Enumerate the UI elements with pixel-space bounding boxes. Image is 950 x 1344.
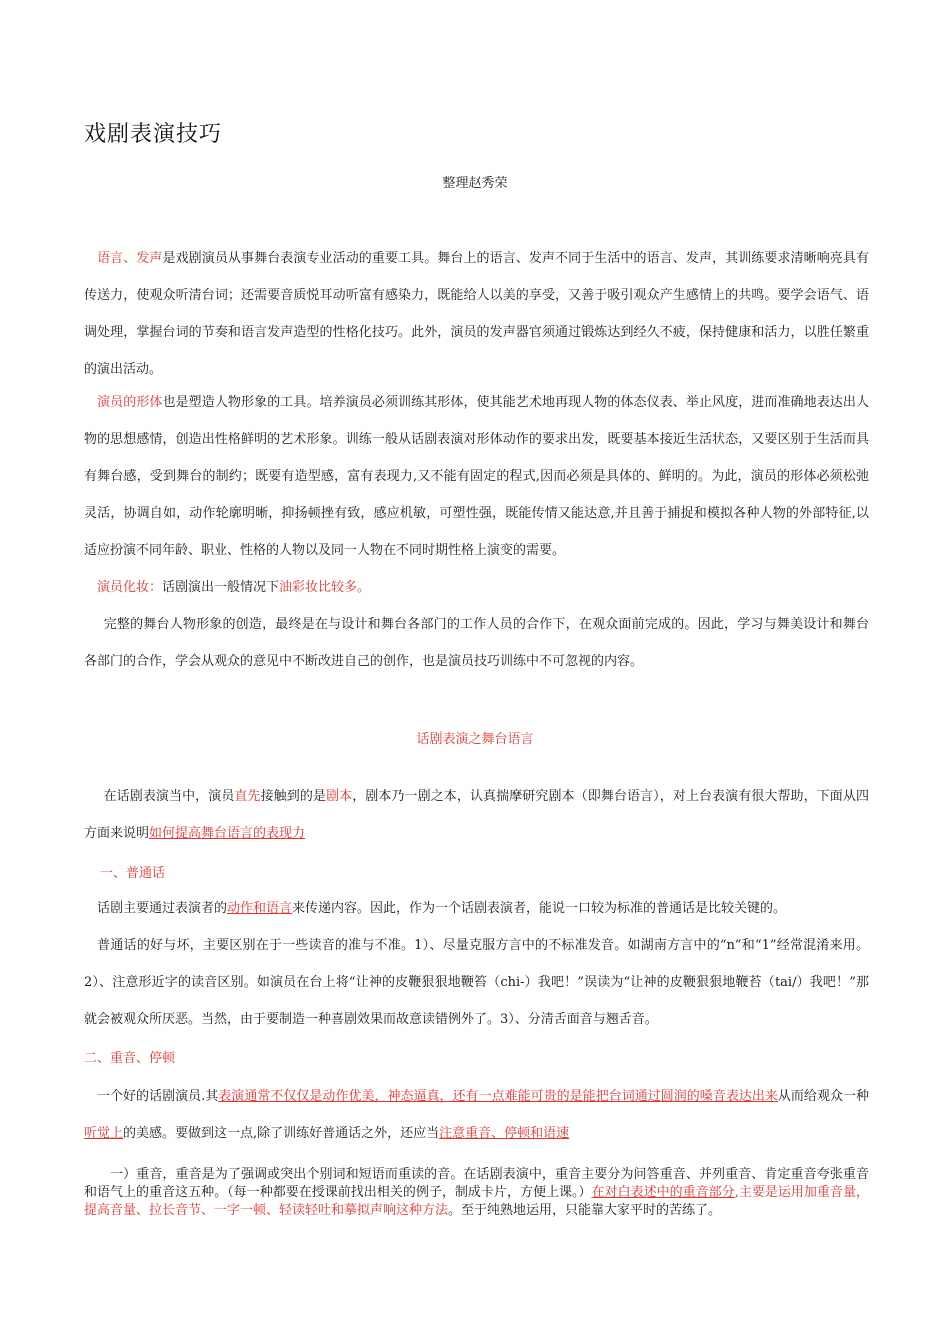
actor-text-3: 的美感。要做到这一点,除了训练好普通话之外，还应当 bbox=[123, 1126, 440, 1141]
actor-text-2: 从而给观众一种 bbox=[777, 1089, 869, 1104]
paragraph-stress bbox=[84, 1166, 869, 1220]
keyword-makeup: 演员化妆： bbox=[97, 580, 163, 595]
intro-text-1: 在话剧表演当中，演员 bbox=[103, 789, 235, 804]
paragraph-makeup-text: 话剧演出一般情况下 bbox=[162, 580, 280, 595]
keyword-dialogue-stress: 在对白表述中的重音部分 bbox=[591, 1185, 735, 1200]
keyword-auditory: 听觉上 bbox=[84, 1126, 124, 1141]
keyword-first: 直先 bbox=[234, 789, 261, 804]
keyword-stress-pause-speed: 注意重音、停顿和语速 bbox=[439, 1126, 570, 1141]
paragraph-collaboration bbox=[84, 606, 869, 680]
keyword-greasepaint: 油彩妆比较多。 bbox=[279, 580, 371, 595]
keyword-script: 剧本 bbox=[326, 789, 353, 804]
heading-stress-pause: 二、重音、停顿 bbox=[84, 1051, 176, 1066]
keyword-action-language: 动作和语言 bbox=[227, 901, 293, 916]
keyword-body: 演员的形体 bbox=[97, 395, 163, 410]
pronunciation-text: 普通话的好与坏，主要区别在于一些读音的准与不准。1）、尽量克服方言中的不标准发音。如湖南方言中的“n”和“1”经常混淆来用。2）、注意形近字的读音区别。如演员在台上将“让神的皮鞭狠狠地鞭笞（chi-）我吧！”误读为“让神的皮鞭狠狠地鞭苔（tai/）我吧！”那就会被观众所厌恶。当然，由于要制造一种喜剧效果而故意读错例外了。3）、分清舌面音与翘舌音。 bbox=[84, 938, 869, 1027]
paragraph-makeup bbox=[84, 569, 869, 606]
paragraph-voice-text: 是戏剧演员从事舞台表演专业活动的重要工具。舞台上的语言、发声不同于生活中的语言、发声，其训练要求清晰响亮具有传送力，使观众听清台词；还需要音质悦耳动听富有感染力，既能给人以美的享受，又善于吸引观众产生感情上的共鸣。要学会语气、语调处理，掌握台词的节奏和语言发声造型的性格化技巧。此外，演员的发声器官须通过锻炼达到经久不疲，保持健康和活力，以胜任繁重的演出活动。 bbox=[84, 251, 869, 377]
author-line: 整理赵秀荣 bbox=[442, 176, 508, 191]
paragraph-body bbox=[84, 384, 869, 569]
paragraph-intro bbox=[84, 778, 869, 852]
paragraph-actor bbox=[84, 1078, 869, 1152]
intro-text-3: ，剧本乃一剧之本，认真揣摩研究剧本（即舞台语言），对上台表演有很大帮助，下面从四方面来说明 bbox=[84, 789, 869, 841]
paragraph-pronunciation bbox=[84, 927, 869, 1038]
paragraph-voice bbox=[84, 240, 869, 388]
paragraph-mandarin bbox=[84, 890, 869, 927]
stress-text-1: 一）重音，重音是为了强调或突出个别词和短语而重读的音。在话剧表演中，重音主要分为问答重音、并列重音、肯定重音夸张重音和语气上的重音这五种。（每一种都要在授课前找出相关的例子，制成卡片，方便上课。） bbox=[84, 1167, 869, 1200]
intro-text-2: 接触到的是 bbox=[260, 789, 327, 804]
paragraph-collaboration-text: 完整的舞台人物形象的创造，最终是在与设计和舞台各部门的工作人员的合作下，在观众面前完成的。因此，学习与舞美设计和舞台各部门的合作，学会从观众的意见中不断改进自己的创作，也是演员技巧训练中不可忽视的内容。 bbox=[84, 617, 869, 669]
keyword-methods: ,主要是运用加重音量，提高音量、拉长音节、一字一顿、轻读轻吐和摹拟声响这种方法 bbox=[84, 1185, 869, 1218]
section-title: 话剧表演之舞台语言 bbox=[416, 732, 534, 747]
keyword-voice: 语言、发声 bbox=[97, 251, 163, 266]
document-title: 戏剧表演技巧 bbox=[84, 122, 223, 147]
actor-text-1: 一个好的话剧演员.其 bbox=[97, 1089, 219, 1104]
paragraph-body-text: 也是塑造人物形象的工具。培养演员必须训练其形体，使其能艺术地再现人物的体态仪表、举止风度，进而准确地表达出人物的思想感情，创造出性格鲜明的艺术形象。训练一般从话剧表演对形体动作的要求出发，既要基本接近生活状态，又要区别于生活而具有舞台感，受到舞台的制约；既要有造型感，富有表现力,又不能有固定的程式,因而必须是具体的、鲜明的。为此，演员的形体必须松弛灵活，协调自如，动作轮廓明晰，抑扬顿挫有致，感应机敏，可塑性强，既能传情又能达意,并且善于捕捉和模拟各种人物的外部特征,以适应扮演不同年龄、职业、性格的人物以及同一人物在不同时期性格上演变的需要。 bbox=[84, 395, 869, 558]
keyword-performance: 表演通常不仅仅是动作优美，神态逼真，还有一点难能可贵的是能把台词通过圆润的嗓音表达出来 bbox=[218, 1089, 778, 1104]
stress-text-2: 。至于纯熟地运用，只能靠大家平时的苦练了。 bbox=[448, 1203, 722, 1218]
mandarin-text-2: 来传递内容。因此，作为一个话剧表演者，能说一口较为标准的普通话是比较关键的。 bbox=[292, 901, 787, 916]
heading-mandarin: 一、普通话 bbox=[100, 866, 166, 881]
mandarin-text-1: 话剧主要通过表演者的 bbox=[97, 901, 228, 916]
keyword-expressiveness: 如何提高舞台语言的表现力 bbox=[149, 826, 306, 841]
